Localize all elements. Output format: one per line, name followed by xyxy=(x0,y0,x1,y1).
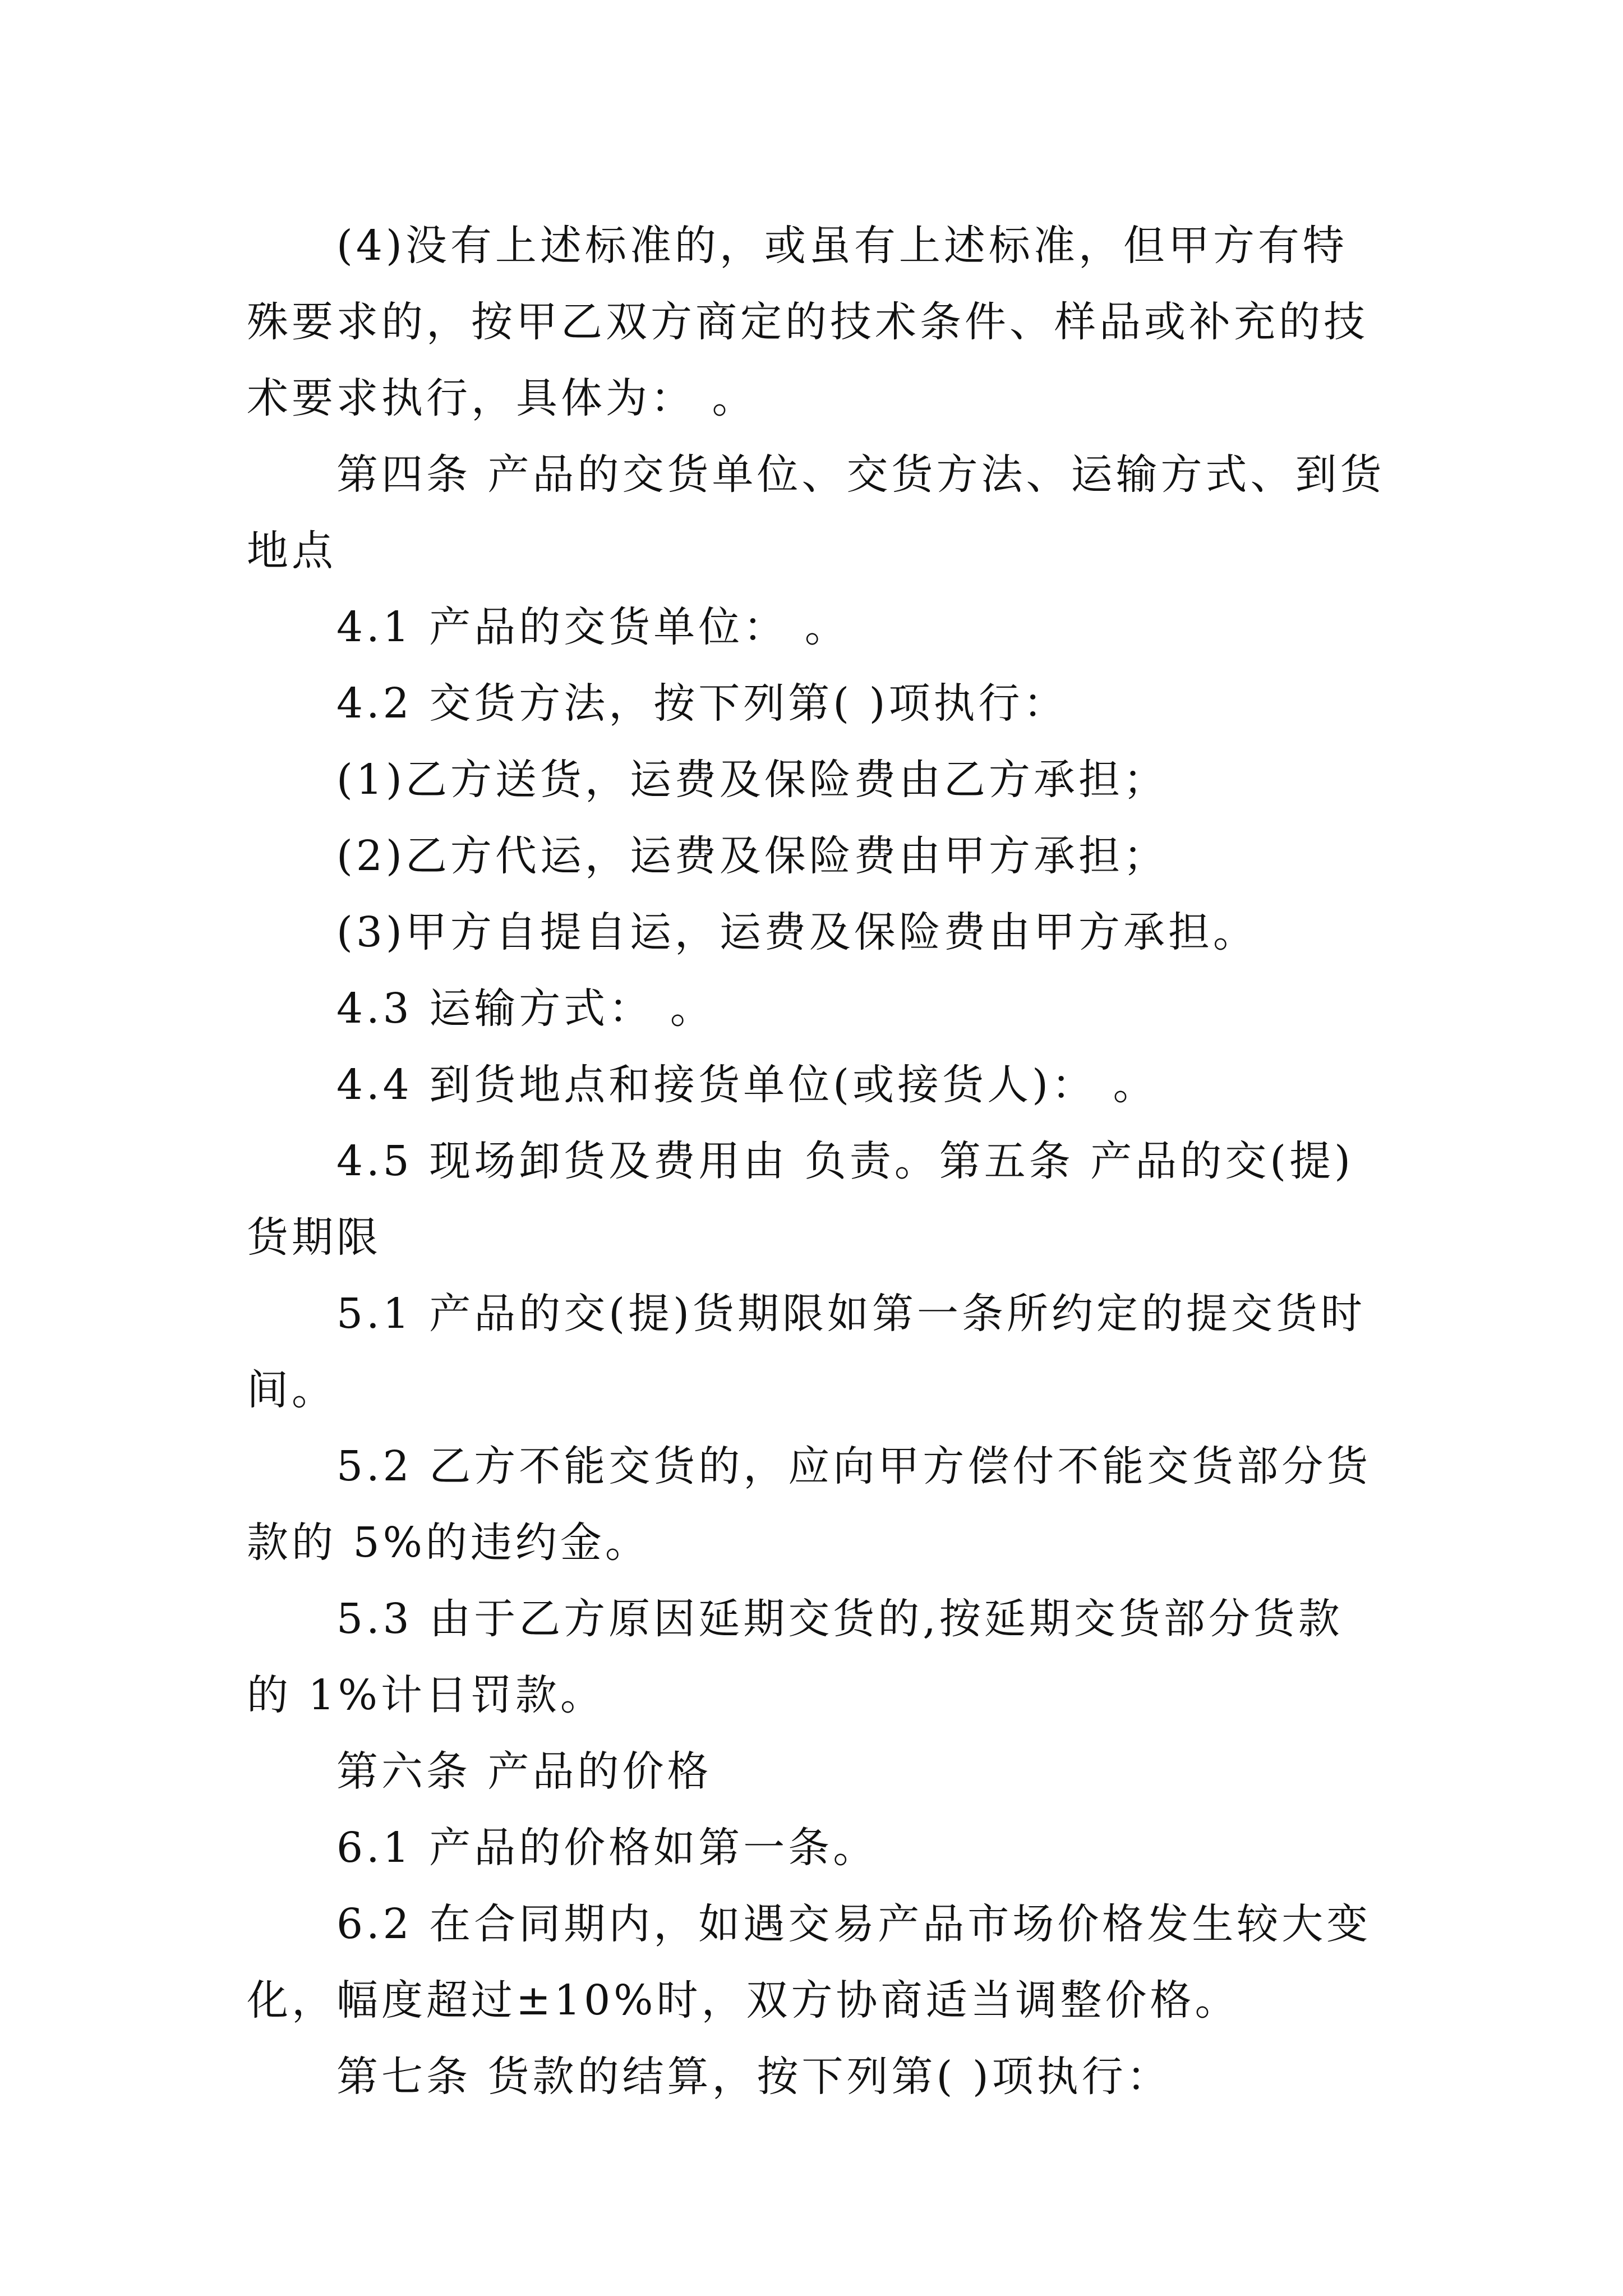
clause-3-4-paragraph: (4)没有上述标准的，或虽有上述标准，但甲方有特殊要求的，按甲乙双方商定的技术条件、样品或补充的技术要求执行，具体为： 。 xyxy=(247,222,1368,422)
clause-5-1: 5.1 产品的交(提)货期限如第一条所约定的提交货时间。 xyxy=(247,1290,1366,1414)
clause-5-2: 5.2 乙方不能交货的，应向甲方偿付不能交货部分货款的 5%的违约金。 xyxy=(247,1442,1372,1567)
clause-4-2-option-3: (3)甲方自提自运，运费及保险费由甲方承担。 xyxy=(336,908,1258,956)
article-6-heading: 第六条 产品的价格 xyxy=(336,1747,712,1796)
clause-4-2-option-2: (2)乙方代运，运费及保险费由甲方承担； xyxy=(336,832,1168,880)
clause-4-5-and-article-5-heading: 4.5 现场卸货及费用由 负责。第五条 产品的交(提)货期限 xyxy=(247,1137,1354,1262)
clause-4-2: 4.2 交货方法，按下列第( )项执行： xyxy=(336,679,1068,728)
clause-4-1: 4.1 产品的交货单位： 。 xyxy=(336,603,850,651)
article-4-heading: 第四条 产品的交货单位、交货方法、运输方式、到货地点 xyxy=(247,450,1385,575)
article-7-heading: 第七条 货款的结算，按下列第( )项执行： xyxy=(336,2053,1172,2101)
document-body xyxy=(247,208,1385,2115)
clause-4-3: 4.3 运输方式： 。 xyxy=(336,984,715,1033)
clause-4-2-option-1: (1)乙方送货，运费及保险费由乙方承担； xyxy=(336,756,1168,804)
clause-6-2: 6.2 在合同期内，如遇交易产品市场价格发生较大变化，幅度超过±10%时，双方协商适当调整价格。 xyxy=(247,1900,1372,2024)
clause-5-3: 5.3 由于乙方原因延期交货的,按延期交货部分货款的 1%计日罚款。 xyxy=(247,1595,1343,1719)
clause-6-1: 6.1 产品的价格如第一条。 xyxy=(336,1824,878,1872)
clause-4-4: 4.4 到货地点和接货单位(或接货人)： 。 xyxy=(336,1061,1158,1109)
